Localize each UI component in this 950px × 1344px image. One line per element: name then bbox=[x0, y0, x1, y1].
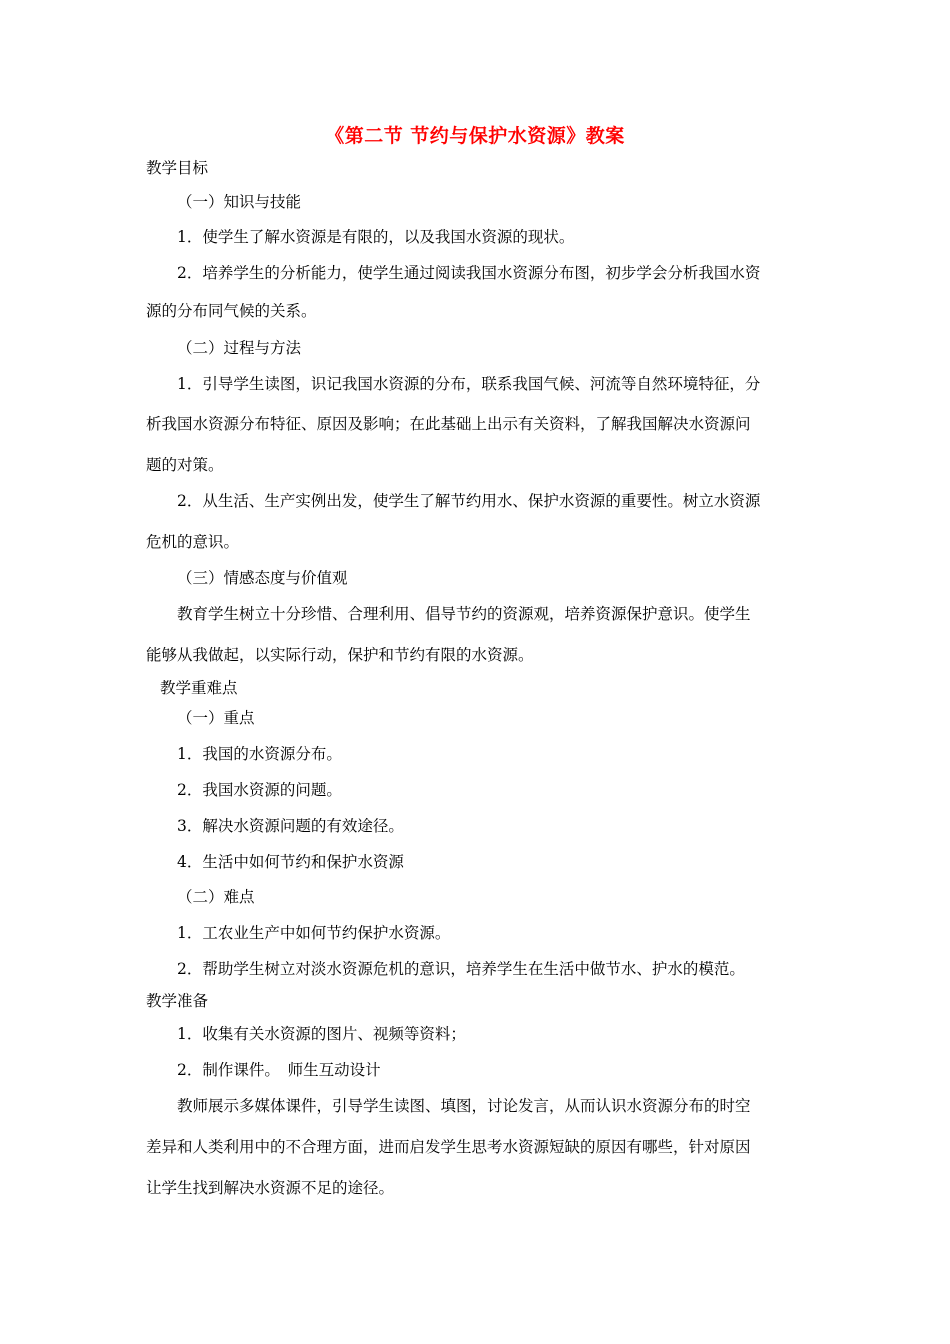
list-item: 1．我国的水资源分布。 bbox=[177, 745, 342, 763]
paragraph-line: 教育学生树立十分珍惜、合理利用、倡导节约的资源观，培养资源保护意识。使学生 bbox=[177, 605, 751, 623]
section-heading-key-difficult-points: 教学重难点 bbox=[160, 679, 238, 697]
paragraph-line: 能够从我做起，以实际行动，保护和节约有限的水资源。 bbox=[146, 646, 534, 664]
subheading-difficult-points: （二）难点 bbox=[177, 888, 255, 906]
section-heading-preparation: 教学准备 bbox=[146, 992, 209, 1010]
paragraph-line: 题的对策。 bbox=[146, 456, 224, 474]
paragraph-line: 教师展示多媒体课件，引导学生读图、填图，讨论发言，从而认识水资源分布的时空 bbox=[177, 1097, 751, 1115]
paragraph-line: 源的分布同气候的关系。 bbox=[146, 302, 317, 320]
section-heading-objectives: 教学目标 bbox=[146, 159, 209, 177]
list-item: 2．制作课件。 师生互动设计 bbox=[177, 1061, 381, 1079]
paragraph-line: 1．使学生了解水资源是有限的，以及我国水资源的现状。 bbox=[177, 228, 575, 246]
list-item: 1．工农业生产中如何节约保护水资源。 bbox=[177, 924, 451, 942]
paragraph-line: 2．培养学生的分析能力，使学生通过阅读我国水资源分布图，初步学会分析我国水资 bbox=[177, 264, 761, 282]
subheading-knowledge-skills: （一）知识与技能 bbox=[177, 193, 302, 211]
paragraph-line: 2．从生活、生产实例出发，使学生了解节约用水、保护水资源的重要性。树立水资源 bbox=[177, 492, 761, 510]
paragraph-line: 差异和人类利用中的不合理方面，进而启发学生思考水资源短缺的原因有哪些，针对原因 bbox=[146, 1138, 751, 1156]
list-item: 2．帮助学生树立对淡水资源危机的意识，培养学生在生活中做节水、护水的模范。 bbox=[177, 960, 745, 978]
list-item: 1．收集有关水资源的图片、视频等资料； bbox=[177, 1025, 466, 1043]
subheading-attitudes-values: （三）情感态度与价值观 bbox=[177, 569, 348, 587]
subheading-process-methods: （二）过程与方法 bbox=[177, 339, 302, 357]
paragraph-line: 危机的意识。 bbox=[146, 533, 240, 551]
subheading-key-points: （一）重点 bbox=[177, 709, 255, 727]
paragraph-line: 让学生找到解决水资源不足的途径。 bbox=[146, 1179, 395, 1197]
list-item: 3．解决水资源问题的有效途径。 bbox=[177, 817, 404, 835]
document-title: 《第二节 节约与保护水资源》教案 bbox=[325, 125, 625, 147]
list-item: 2．我国水资源的问题。 bbox=[177, 781, 342, 799]
paragraph-line: 1．引导学生读图，识记我国水资源的分布，联系我国气候、河流等自然环境特征，分 bbox=[177, 375, 761, 393]
paragraph-line: 析我国水资源分布特征、原因及影响；在此基础上出示有关资料，了解我国解决水资源问 bbox=[146, 415, 751, 433]
list-item: 4．生活中如何节约和保护水资源 bbox=[177, 853, 404, 871]
